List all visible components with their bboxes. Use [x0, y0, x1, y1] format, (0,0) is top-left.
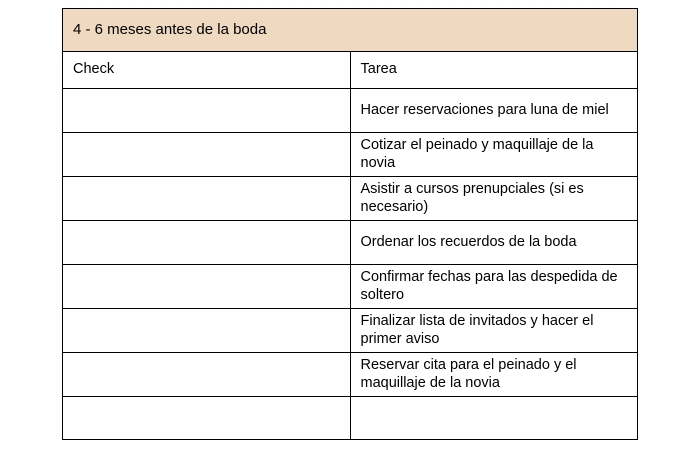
task-cell: Asistir a cursos prenupciales (si es necesario)	[350, 177, 638, 221]
checklist-table	[62, 8, 638, 440]
table-header-row	[63, 52, 638, 89]
column-header-task: Tarea	[350, 52, 638, 89]
task-cell: Confirmar fechas para las despedida de soltero	[350, 265, 638, 309]
task-cell: Reservar cita para el peinado y el maquillaje de la novia	[350, 353, 638, 397]
checkbox-cell[interactable]	[63, 265, 351, 309]
task-cell: Finalizar lista de invitados y hacer el primer aviso	[350, 309, 638, 353]
checklist-body	[63, 9, 638, 440]
checkbox-cell[interactable]	[63, 221, 351, 265]
table-row	[63, 177, 638, 221]
task-cell: Ordenar los recuerdos de la boda	[350, 221, 638, 265]
checklist-sheet	[62, 8, 638, 440]
table-row	[63, 397, 638, 440]
checkbox-cell[interactable]	[63, 177, 351, 221]
checkbox-cell[interactable]	[63, 89, 351, 133]
table-row	[63, 265, 638, 309]
table-row	[63, 353, 638, 397]
column-header-check: Check	[63, 52, 351, 89]
task-cell: Hacer reservaciones para luna de miel	[350, 89, 638, 133]
task-cell: Cotizar el peinado y maquillaje de la novia	[350, 133, 638, 177]
checkbox-cell[interactable]	[63, 309, 351, 353]
task-cell	[350, 397, 638, 440]
checkbox-cell[interactable]	[63, 133, 351, 177]
page-title: 4 - 6 meses antes de la boda	[63, 9, 638, 52]
table-row	[63, 221, 638, 265]
table-row	[63, 89, 638, 133]
checkbox-cell[interactable]	[63, 397, 351, 440]
table-row	[63, 133, 638, 177]
checkbox-cell[interactable]	[63, 353, 351, 397]
table-row	[63, 309, 638, 353]
table-title-row	[63, 9, 638, 52]
